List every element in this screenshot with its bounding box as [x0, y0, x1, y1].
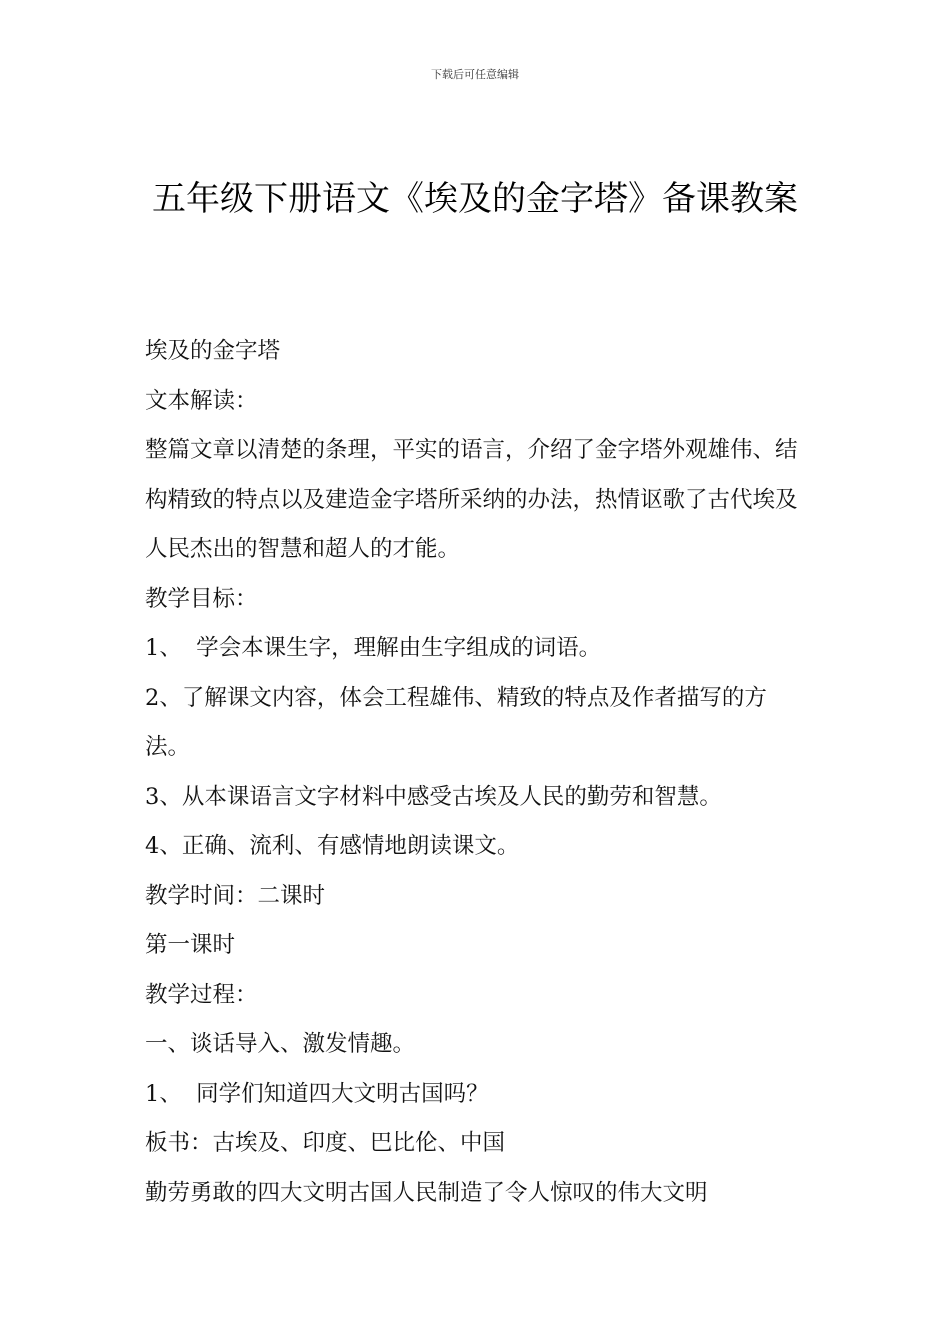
paragraph-objective-4: 4、正确、流利、有感情地朗读课文。 [145, 833, 520, 859]
paragraph-text-analysis-heading: 文本解读： [145, 387, 258, 414]
paragraph-objective-3: 3、从本课语言文字材料中感受古埃及人民的勤劳和智慧。 [145, 783, 722, 810]
paragraph-lesson-name: 埃及的金字塔 [145, 338, 281, 364]
paragraph-process-heading: 教学过程： [145, 981, 258, 1008]
paragraph-teaching-time: 教学时间：二课时 [145, 882, 326, 909]
paragraph-objective-1: 1、 学会本课生字，理解由生字组成的词语。 [145, 635, 602, 661]
document-body [145, 327, 810, 1218]
paragraph-text-analysis: 整篇文章以清楚的条理，平实的语言，介绍了金字塔外观雄伟、结构精致的特点以及建造金字塔所采纳的办法，热情讴歌了古代埃及人民杰出的智慧和超人的才能。 [145, 437, 798, 562]
paragraph-objective-2: 2、了解课文内容，体会工程雄伟、精致的特点及作者描写的方法。 [145, 684, 767, 760]
paragraph-step-one: 一、谈话导入、激发情趣。 [145, 1031, 416, 1057]
paragraph-objectives-heading: 教学目标： [145, 585, 258, 612]
paragraph-first-lesson: 第一课时 [145, 932, 236, 958]
page-header-note: 下载后可任意编辑 [431, 68, 519, 81]
paragraph-blackboard: 板书：古埃及、印度、巴比伦、中国 [145, 1130, 506, 1156]
document-title: 五年级下册语文《埃及的金字塔》备课教案 [152, 179, 798, 219]
paragraph-question-1: 1、 同学们知道四大文明古国吗？ [145, 1080, 489, 1107]
paragraph-civilization: 勤劳勇敢的四大文明古国人民制造了令人惊叹的伟大文明 [145, 1179, 708, 1206]
